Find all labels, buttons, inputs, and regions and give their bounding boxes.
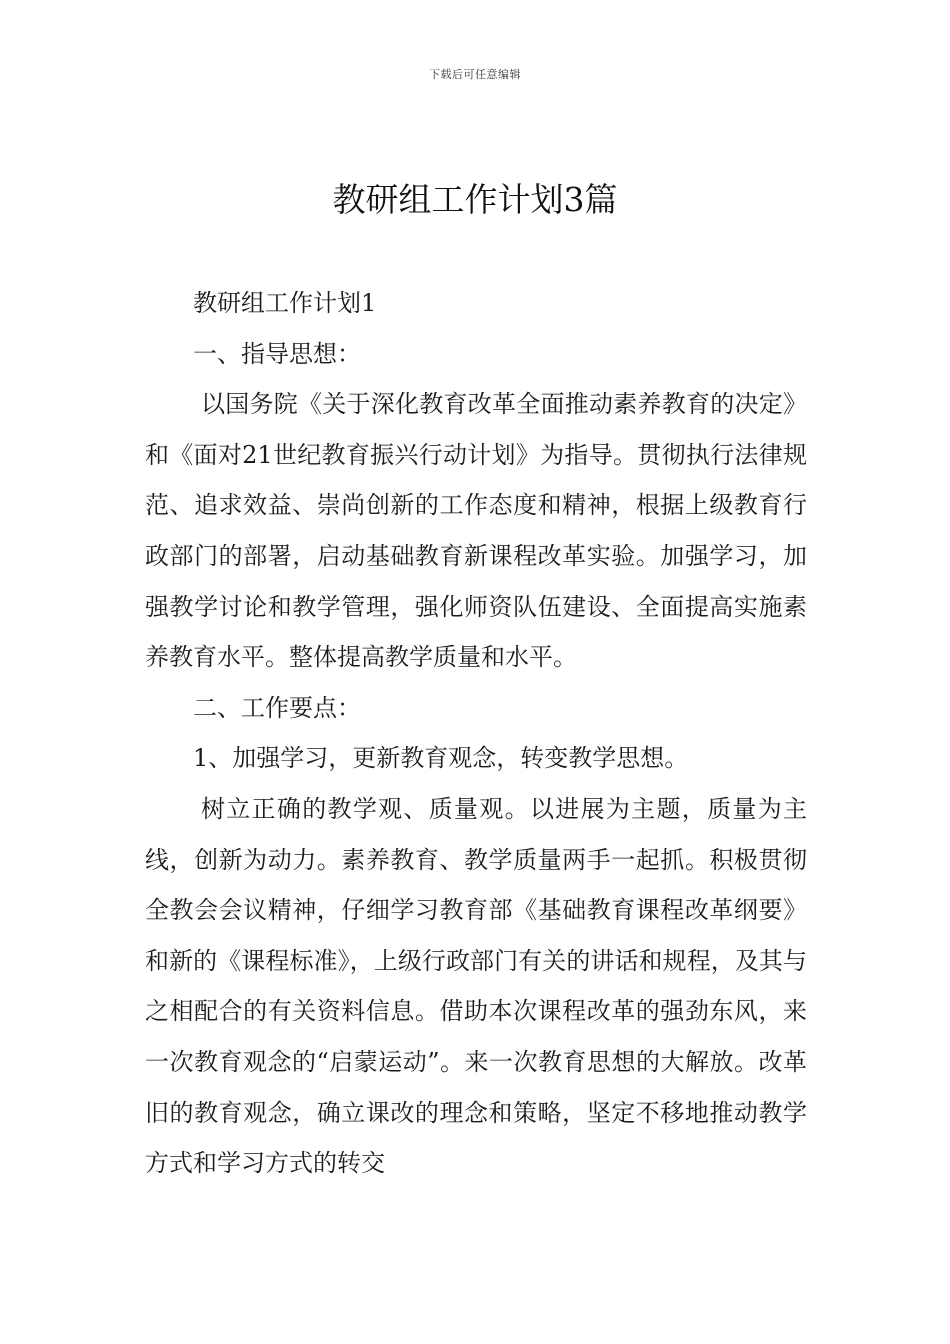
page-header-note: 下载后可任意编辑 bbox=[429, 68, 521, 81]
plan-subtitle: 教研组工作计划1 bbox=[193, 289, 377, 317]
paragraph-strengthen-study: 树立正确的教学观、质量观。以进展为主题，质量为主线，创新为动力。素养教育、教学质量两手一起抓。积极贯彻全教会会议精神，仔细学习教育部《基础教育课程改革纲要》和新的《课程标准》，上级行政部门有关的讲话和规程，及其与之相配合的有关资料信息。借助本次课程改革的强劲东风，来一次教育观念的“启蒙运动”。来一次教育思想的大解放。改革旧的教育观念，确立课改的理念和策略，坚定不移地推动教学方式和学习方式的转交 bbox=[145, 794, 807, 1178]
paragraph-guiding-ideology: 以国务院《关于深化教育改革全面推动素养教育的决定》和《面对21世纪教育振兴行动计划》为指导。贯彻执行法律规范、追求效益、崇尚创新的工作态度和精神，根据上级教育行政部门的部署，启动基础教育新课程改革实验。加强学习，加强教学讨论和教学管理，强化师资队伍建设、全面提高实施素养教育水平。整体提高教学质量和水平。 bbox=[145, 390, 807, 672]
point-heading-strengthen-study: 1、加强学习，更新教育观念，转变教学思想。 bbox=[193, 744, 689, 773]
section-heading-guiding-ideology: 一、指导思想： bbox=[193, 339, 361, 368]
section-heading-work-points: 二、工作要点： bbox=[193, 693, 361, 722]
document-body bbox=[145, 278, 807, 1189]
document-title: 教研组工作计划3篇 bbox=[332, 180, 618, 219]
